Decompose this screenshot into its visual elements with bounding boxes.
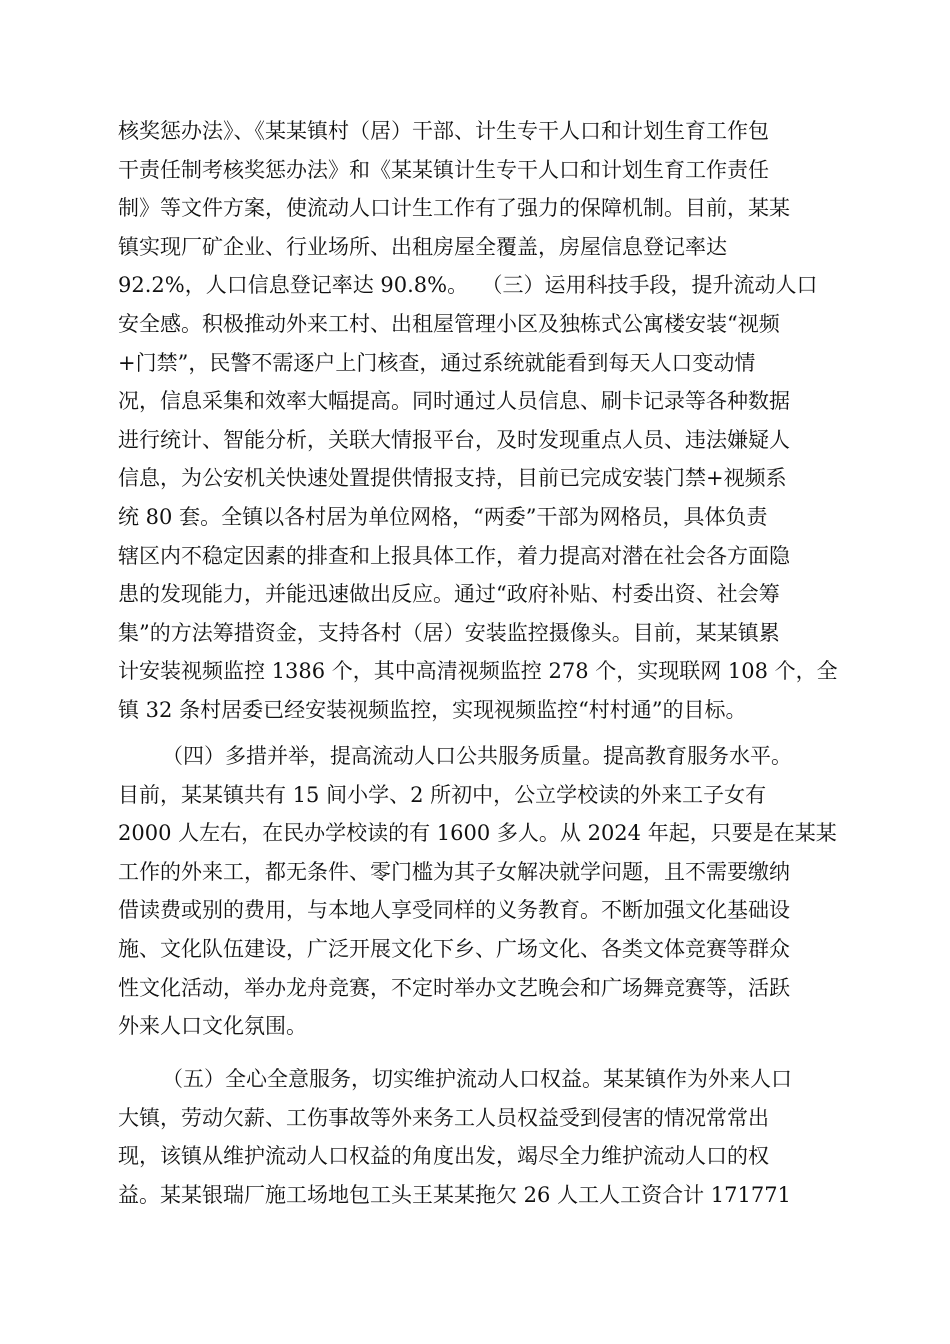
paragraph-line: 益。某某银瑞厂施工场地包工头王某某拖欠 26 人工人工资合计 171771: [118, 1182, 791, 1207]
paragraph-line: 信息，为公安机关快速处置提供情报支持，目前已完成安装门禁+视频系: [118, 466, 787, 491]
paragraph-line: 92.2%，人口信息登记率达 90.8%。 （三）运用科技手段，提升流动人口: [118, 273, 818, 298]
paragraph-line: 辖区内不稳定因素的排查和上报具体工作，着力提高对潜在社会各方面隐: [118, 543, 790, 568]
paragraph-line: +门禁”，民警不需逐户上门核查，通过系统就能看到每天人口变动情: [118, 350, 756, 375]
paragraph-line: 镇 32 条村居委已经安装视频监控，实现视频监控“村村通”的目标。: [118, 697, 747, 722]
paragraph-line: 性文化活动，举办龙舟竞赛，不定时举办文艺晚会和广场舞竞赛等，活跃: [118, 975, 790, 1000]
paragraph-line: 借读费或别的费用，与本地人享受同样的义务教育。不断加强文化基础设: [118, 898, 790, 923]
paragraph-line: 现，该镇从维护流动人口权益的角度出发，竭尽全力维护流动人口的权: [118, 1144, 769, 1169]
paragraph-line: 安全感。积极推动外来工村、出租屋管理小区及独栋式公寓楼安装“视频: [118, 311, 780, 336]
paragraph-line: 计安装视频监控 1386 个，其中高清视频监控 278 个，实现联网 108 个，全: [118, 659, 838, 684]
paragraph-2: [118, 737, 848, 1046]
paragraph-line: 进行统计、智能分析，关联大情报平台，及时发现重点人员、违法嫌疑人: [118, 427, 790, 452]
paragraph-line: 2000 人左右，在民办学校读的有 1600 多人。从 2024 年起，只要是在某某: [118, 821, 837, 846]
paragraph-line: 施、文化队伍建设，广泛开展文化下乡、广场文化、各类文体竞赛等群众: [118, 936, 790, 961]
paragraph-line: 工作的外来工，都无条件、零门槛为其子女解决就学问题，且不需要缴纳: [118, 859, 790, 884]
paragraph-line: （四）多措并举，提高流动人口公共服务质量。提高教育服务水平。: [162, 744, 792, 768]
paragraph-line: 干责任制考核奖惩办法》和《某某镇计生专干人口和计划生育工作责任: [118, 157, 769, 182]
paragraph-line: 目前，某某镇共有 15 间小学、2 所初中，公立学校读的外来工子女有: [118, 782, 767, 807]
paragraph-line: （五）全心全意服务，切实维护流动人口权益。某某镇作为外来人口: [162, 1067, 792, 1091]
paragraph-line: 核奖惩办法》、《某某镇村（居）干部、计生专干人口和计划生育工作包: [118, 119, 769, 143]
paragraph-line: 集”的方法筹措资金，支持各村（居）安装监控摄像头。目前，某某镇累: [118, 620, 780, 645]
paragraph-line: 统 80 套。全镇以各村居为单位网格，“两委”干部为网格员，具体负责: [118, 504, 768, 529]
paragraph-3: [118, 1060, 848, 1214]
paragraph-line: 患的发现能力，并能迅速做出反应。通过“政府补贴、村委出资、社会筹: [118, 582, 780, 607]
paragraph-line: 镇实现厂矿企业、行业场所、出租房屋全覆盖，房屋信息登记率达: [118, 234, 727, 259]
paragraph-line: 制》等文件方案，使流动人口计生工作有了强力的保障机制。目前，某某: [118, 196, 790, 221]
paragraph-1: [118, 112, 848, 730]
paragraph-line: 外来人口文化氛围。: [118, 1014, 307, 1039]
paragraph-line: 况，信息采集和效率大幅提高。同时通过人员信息、刷卡记录等各种数据: [118, 389, 790, 414]
paragraph-line: 大镇，劳动欠薪、工伤事故等外来务工人员权益受到侵害的情况常常出: [118, 1105, 769, 1130]
